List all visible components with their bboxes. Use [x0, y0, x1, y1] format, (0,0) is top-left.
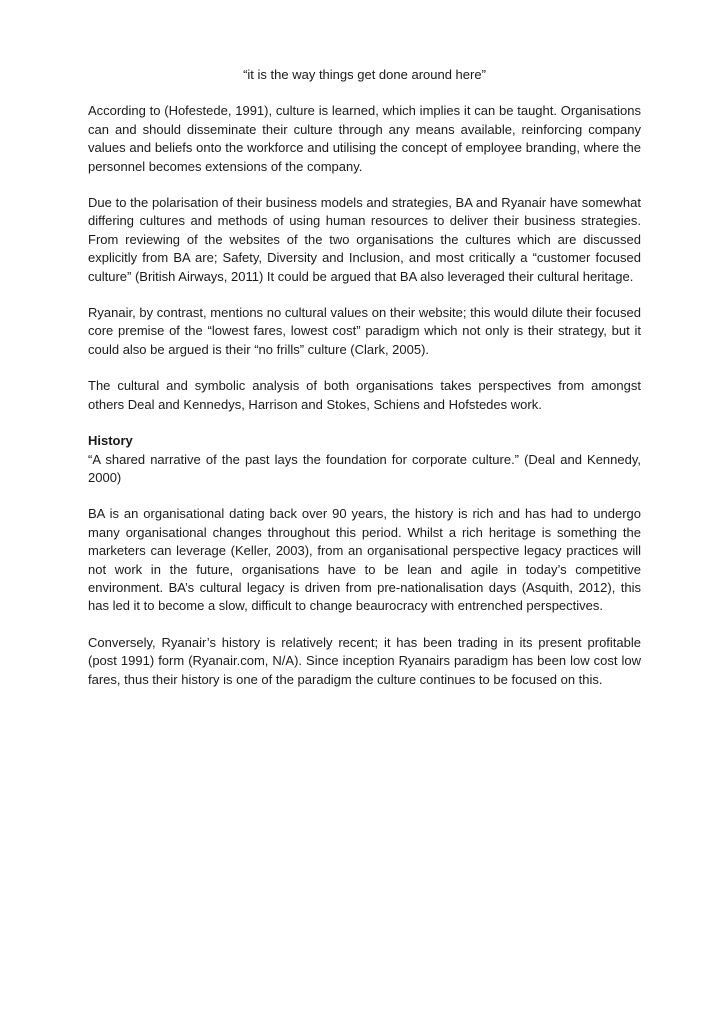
- paragraph-cultural-analysis: The cultural and symbolic analysis of both organisations takes perspectives from amongst others Deal and Kennedys, Harrison and Stokes, Schiens and Hofstedes work.: [88, 378, 641, 412]
- opening-quote: “it is the way things get done around here”: [243, 67, 486, 82]
- paragraph-ryanair-history: Conversely, Ryanair’s history is relatively recent; it has been trading in its present profitable (post 1991) form (Ryanair.com, N/A). Since inception Ryanairs paradigm has been low cost low fares, thus their history is one of the paradigm the culture continues to be focused on this.: [88, 634, 641, 687]
- paragraph-ryanair-contrast: Ryanair, by contrast, mentions no cultural values on their website; this would dilute their focused core premise of the “lowest fares, lowest cost” paradigm which not only is their strategy, but it could also be argued is their “no frills” culture (Clark, 2005).: [88, 305, 641, 357]
- history-heading: History: [88, 433, 133, 449]
- history-quote: “A shared narrative of the past lays the foundation for corporate culture.” (Deal and Kennedy, 2000): [88, 451, 641, 485]
- paragraph-ba-history: BA is an organisational dating back over 90 years, the history is rich and has had to undergo many organisational changes throughout this period. Whilst a rich heritage is something the marketers can leverage (Keller, 2003), from an organisational perspective legacy practices will not work in the future, organisations have to be lean and agile in today’s competitive environment. BA’s cultural legacy is driven from pre-nationalisation days (Asquith, 2012), this has led it to become a slow, difficult to change beaurocracy with entrenched perspectives.: [88, 506, 641, 614]
- paragraph-polarisation: Due to the polarisation of their business models and strategies, BA and Ryanair have somewhat differing cultures and methods of using human resources to deliver their business strategies. From reviewing of the websites of the two organisations the cultures which are discussed explicitly from BA are; Safety, Diversity and Inclusion, and most critically a “customer focused culture” (British Airways, 2011) It could be argued that BA also leveraged their cultural heritage.: [88, 195, 641, 284]
- document-page: [88, 66, 641, 707]
- paragraph-hofstede: According to (Hofestede, 1991), culture is learned, which implies it can be taught. Organisations can and should disseminate their culture through any means available, reinforcing company values and beliefs onto the workforce and utilising the concept of employee branding, where the personnel becomes extensions of the company.: [88, 103, 641, 174]
